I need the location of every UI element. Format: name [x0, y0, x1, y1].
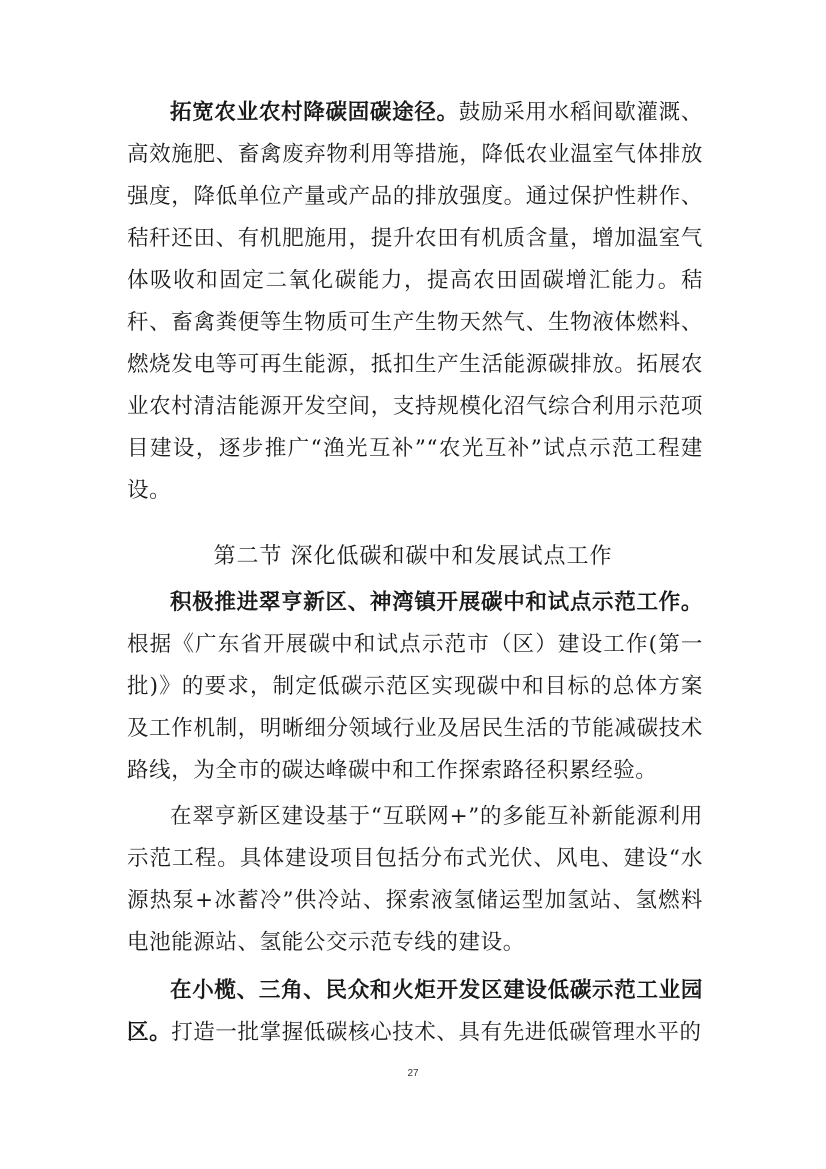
paragraph-body: 打造一批掌握低碳核心技术、具有先进低碳管理水平的: [171, 1020, 702, 1045]
paragraph-body: 根据《广东省开展碳中和试点示范市（区）建设工作(第一批)》的要求，制定低碳示范区实现碳中和目标的总体方案及工作机制，明晰细分领域行业及居民生活的节能减碳技术路线，为全市的碳达峰碳中和工作探索路径积累经验。: [127, 632, 703, 783]
paragraph-body: 在翠亨新区建设基于“互联网+”的多能互补新能源利用示范工程。具体建设项目包括分布式光伏、风电、建设“水源热泵+冰蓄冷”供冷站、探索液氢储运型加氢站、氢燃料电池能源站、氢能公交示范专线的建设。: [127, 804, 703, 955]
paragraph-cuiheng-project: [127, 796, 703, 964]
paragraph-lead: 在小榄、三角、民众和火炬开发区建设低碳示范工业园区。: [127, 978, 703, 1045]
paragraph-agriculture-carbon: [127, 92, 703, 512]
paragraph-industrial-parks: [127, 970, 703, 1054]
paragraph-carbon-neutral-pilot: [127, 582, 703, 792]
paragraph-lead: 积极推进翠亨新区、神湾镇开展碳中和试点示范工作。: [170, 590, 703, 615]
page-number: 27: [407, 1068, 419, 1079]
section-heading: 第二节 深化低碳和碳中和发展试点工作: [213, 544, 613, 569]
paragraph-lead: 拓宽农业农村降碳固碳途径。: [170, 100, 459, 125]
paragraph-body: 鼓励采用水稻间歇灌溉、高效施肥、畜禽废弃物利用等措施，降低农业温室气体排放强度，降低单位产量或产品的排放强度。通过保护性耕作、秸秆还田、有机肥施用，提升农田有机质含量，增加温室气体吸收和固定二氧化碳能力，提高农田固碳增汇能力。秸秆、畜禽粪便等生物质可生产生物天然气、生物液体燃料、燃烧发电等可再生能源，抵扣生产生活能源碳排放。拓展农业农村清洁能源开发空间，支持规模化沼气综合利用示范项目建设，逐步推广“渔光互补”“农光互补”试点示范工程建设。: [127, 100, 703, 503]
